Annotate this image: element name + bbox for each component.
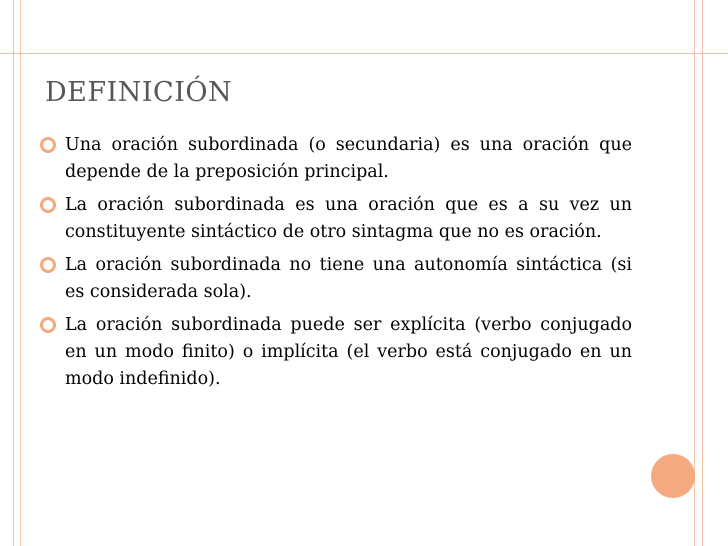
slide-title: DEFINICIÓN [45,77,233,108]
bullet-text: La oración subordinada no tiene una autonomía sintáctica (si es considerada sola). [65,255,632,302]
bullet-item [38,312,632,393]
frame-line-left-inner [20,0,21,546]
frame-line-right-outer [702,0,703,546]
ring-bullet-icon [38,135,58,155]
bullet-list [38,132,632,399]
ring-bullet-icon [38,195,58,215]
ring-bullet-icon [38,255,58,275]
bullet-text: La oración subordinada es una oración que es a su vez un constituyente sintáctico de otro sintagma que no es oración. [65,195,632,242]
bullet-text: Una oración subordinada (o secundaria) es una oración que depende de la preposición principal. [65,135,632,182]
frame-line-left-outer [13,0,14,546]
frame-line-right-inner [694,0,695,546]
bullet-item [38,132,632,186]
title-rule [0,53,728,54]
decorative-circle [651,454,695,498]
bullet-item [38,192,632,246]
bullet-text: La oración subordinada puede ser explícita (verbo conjugado en un modo finito) o implícita (el verbo está conjugado en un modo indefinido). [65,315,632,389]
ring-bullet-icon [38,315,58,335]
bullet-item [38,252,632,306]
